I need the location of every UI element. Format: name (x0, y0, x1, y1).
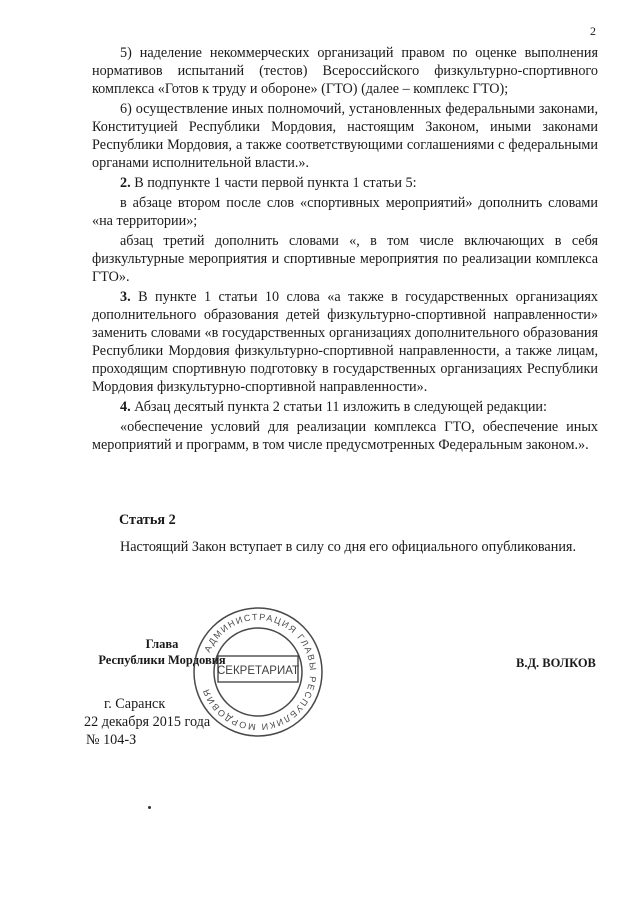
final-provision: Настоящий Закон вступает в силу со дня его официального опубликования. (120, 539, 576, 555)
item-number: 4. (120, 399, 131, 415)
paragraph (92, 288, 598, 396)
item-number: 3. (120, 289, 131, 305)
signatory-name: В.Д. ВОЛКОВ (516, 656, 596, 670)
paragraph-text: В пункте 1 статьи 10 слова «а также в государственных организациях дополнительного образования детей физкультурно-спортивной направленности» заменить словами «в государственных организациях дополнительного образования Республики Мордовия физкультурно-спортивной направленности, а также лицам, проходящим спортивную подготовку в государственных организациях Республики Мордовия физкультурно-спортивной направленности». (92, 289, 598, 395)
paragraph (92, 100, 598, 172)
paragraph-text: в абзаце втором после слов «спортивных мероприятий» дополнить словами «на территории»; (92, 195, 598, 229)
paragraph (92, 194, 598, 230)
paragraph (92, 232, 598, 286)
article-title: Статья 2 (119, 512, 176, 528)
paragraph-text: 5) наделение некоммерческих организаций правом по оценке выполнения нормативов испытаний (тестов) Всероссийского физкультурно-спортивного комплекса «Готов к труду и обороне» (ГТО) (далее – комплекс ГТО); (92, 45, 598, 97)
seal-center-text: СЕКРЕТАРИАТ (216, 665, 300, 677)
page-number: 2 (590, 24, 596, 38)
paragraph-text: Абзац десятый пункта 2 статьи 11 изложить в следующей редакции: (130, 399, 547, 415)
signatory-title-line: Глава (145, 637, 179, 651)
ink-dot (148, 806, 151, 809)
signatory-title-line: Республики Мордовия (98, 653, 226, 667)
paragraph-text: абзац третий дополнить словами «, в том числе включающих в себя физкультурные мероприятия и спортивные мероприятия по реализации комплекса ГТО». (92, 233, 598, 285)
law-number: № 104-З (86, 732, 137, 748)
paragraph (92, 418, 598, 454)
official-seal (190, 604, 326, 745)
paragraph (92, 44, 598, 98)
place: г. Саранск (104, 696, 166, 712)
item-number: 2. (120, 175, 131, 191)
paragraph (92, 398, 598, 416)
paragraph (92, 174, 598, 192)
paragraph-text: 6) осуществление иных полномочий, установленных федеральными законами, Конституцией Республики Мордовия, настоящим Законом, иными законами Республики Мордовия, а также соответствующими соглашениями с федеральными органами исполнительной власти.». (92, 101, 598, 171)
seal-ring-text: АДМИНИСТРАЦИЯ ГЛАВЫ РЕСПУБЛИКИ МОРДОВИЯ (200, 611, 319, 733)
paragraph-text: В подпункте 1 части первой пункта 1 статьи 5: (130, 175, 417, 191)
paragraph-text: «обеспечение условий для реализации комплекса ГТО, обеспечение иных мероприятий и программ, в том числе предусмотренных Федеральным законом.». (92, 419, 598, 453)
date: 22 декабря 2015 года (84, 714, 211, 730)
law-body (92, 44, 598, 454)
